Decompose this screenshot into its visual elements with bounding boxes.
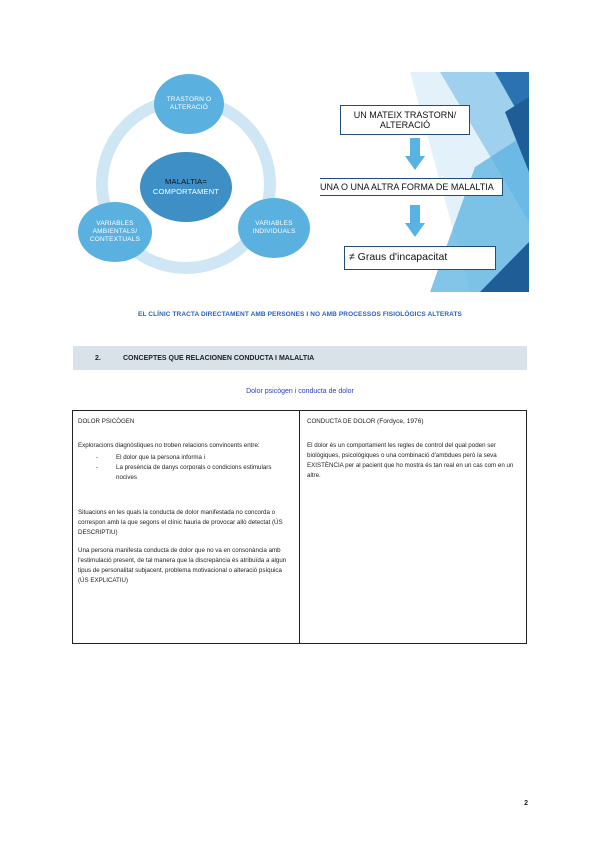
explanatory-use-paragraph: Una persona manifesta conducta de dolor que no va en consonància amb l'estimulació present, de tal manera que la discrepància és atribuïda a algun tipus de personalitat subjacent, problema motivacional o alteració psíquica (ÚS EXPLICATIU) bbox=[78, 547, 287, 584]
psychogenic-bullets bbox=[78, 453, 294, 483]
flow-box-illness-form: UNA O UNA ALTRA FORMA DE MALALTIA bbox=[320, 178, 503, 196]
pain-comparison-table bbox=[72, 410, 527, 644]
pain-behavior-column bbox=[300, 411, 526, 643]
pain-behavior-header: CONDUCTA DE DOLOR (Fordyce, 1976) bbox=[307, 418, 424, 425]
psychogenic-pain-column bbox=[73, 411, 300, 643]
section-heading bbox=[73, 346, 527, 370]
clinic-caption: EL CLÍNIC TRACTA DIRECTAMENT AMB PERSONES I NO AMB PROCESSOS FISIOLÒGICS ALTERATS bbox=[138, 311, 462, 318]
cycle-diagram bbox=[74, 72, 302, 292]
cycle-node-right: VARIABLES INDIVIDUALS bbox=[238, 198, 310, 258]
list-item: - El dolor que la persona informa i bbox=[96, 454, 206, 461]
flow-diagram bbox=[320, 72, 529, 292]
psychogenic-pain-header: DOLOR PSICÒGEN bbox=[78, 418, 135, 425]
down-arrow-icon bbox=[405, 205, 425, 237]
cycle-node-top: TRASTORN O ALTERACIÓ bbox=[154, 74, 224, 134]
pain-behavior-body: El dolor és un comportament les regles de control del qual poden ser biològiques, psicològiques o una combinació d'ambdues però la seva EXISTÈNCIA per al pacient que ho mostra és tan real en un cas com en un altre. bbox=[307, 442, 514, 479]
descriptive-use-paragraph: Situacions en les quals la conducta de dolor manifestada no concorda o correspon amb la que segons el clínic hauria de provocar allò detectat (ÚS DESCRIPTIU) bbox=[78, 509, 283, 536]
down-arrow-icon bbox=[405, 138, 425, 170]
page-number: 2 bbox=[524, 800, 528, 807]
section-title: CONCEPTES QUE RELACIONEN CONDUCTA I MALALTIA bbox=[123, 354, 315, 362]
section-number: 2. bbox=[95, 354, 101, 362]
list-item: - La presència de danys corporals o condicions estimulars nocives bbox=[96, 464, 272, 481]
table-title: Dolor psicògen i conducta de dolor bbox=[246, 388, 354, 395]
flow-box-same-disorder: UN MATEIX TRASTORN/ ALTERACIÓ bbox=[340, 105, 470, 135]
cycle-node-center: MALALTIA= COMPORTAMENT bbox=[140, 152, 232, 222]
psychogenic-intro: Exploracions diagnòstiques no troben relacions convincents entre: bbox=[78, 442, 260, 449]
cycle-node-left: VARIABLES AMBIENTALS/ CONTEXTUALS bbox=[78, 202, 152, 262]
flow-box-incapacity: ≠ Graus d'incapacitat bbox=[344, 246, 496, 270]
